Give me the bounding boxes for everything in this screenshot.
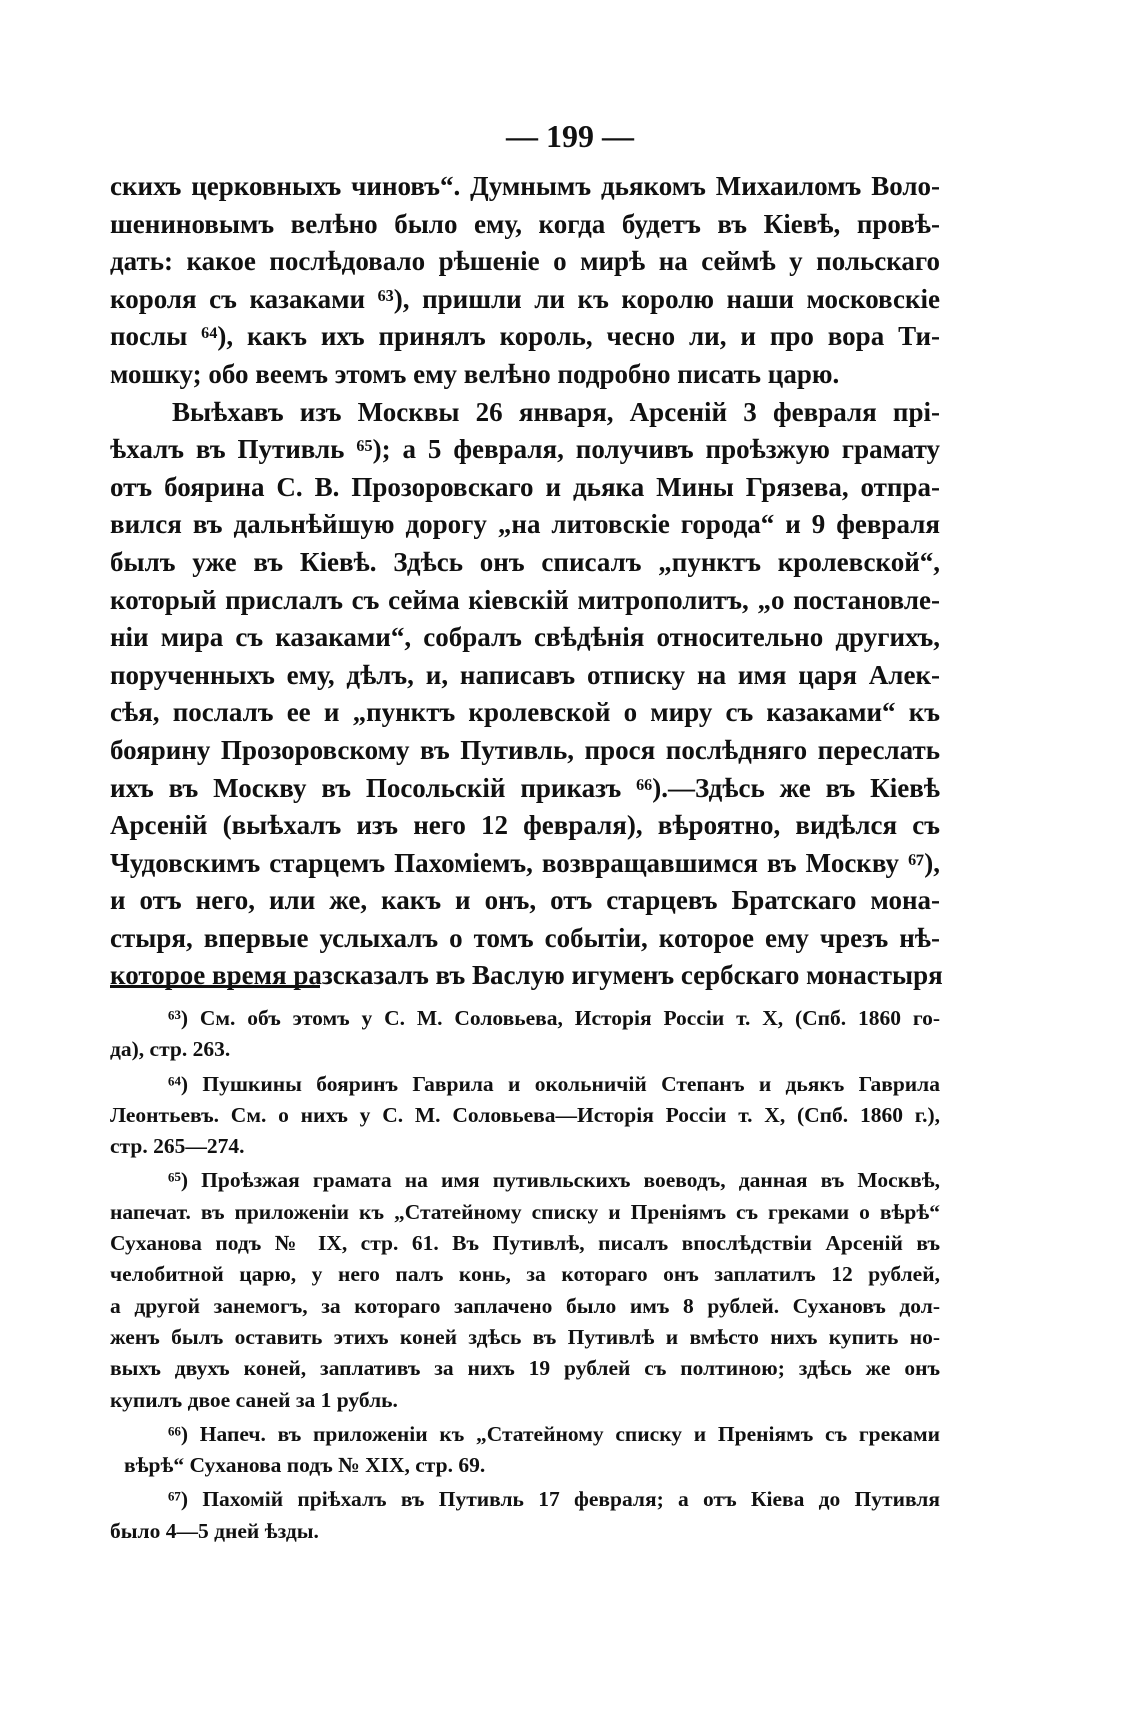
text-line: шениновымъ велѣно было ему, когда будетъ въ Кіевѣ, провѣ- [110, 208, 940, 239]
footnote-line: да), стр. 263. [110, 1037, 231, 1062]
footnote-line: Леонтьевъ. См. о нихъ у С. М. Соловьева—Исторія Россіи т. X, (Спб. 1860 г.), [110, 1102, 940, 1127]
text-line: ихъ въ Москву въ Посольскій приказъ ⁶⁶).—Здѣсь же въ Кіевѣ [110, 772, 940, 803]
footnote-divider [110, 985, 320, 988]
text-line: вился въ дальнѣйшую дорогу „на литовскіе города“ и 9 февраля [110, 509, 940, 540]
text-line: которое время разсказалъ въ Васлую игуменъ сербскаго монастыря [110, 960, 943, 991]
footnote-65: ⁶⁵) Проѣзжая грамата на имя путивльскихъ воеводъ, данная въ Москвѣ, [168, 1168, 940, 1193]
text-line: порученныхъ ему, дѣлъ, и, написавъ отписку на имя царя Алек- [110, 659, 940, 690]
text-line: отъ боярина С. В. Прозоровскаго и дьяка Мины Грязева, отпра- [110, 471, 940, 502]
footnote-line: Суханова подъ № IX, стр. 61. Въ Путивлѣ, писалъ впослѣдствіи Арсеній въ [110, 1231, 940, 1256]
text-line: сѣя, послалъ ее и „пунктъ кролевской о миру съ казаками“ къ [110, 697, 940, 728]
footnote-line: напечат. въ приложеніи къ „Статейному списку и Преніямъ съ греками о вѣрѣ“ [110, 1199, 940, 1224]
text-line: короля съ казаками ⁶³), пришли ли къ королю наши московскіе [110, 283, 940, 314]
page-number: — 199 — [506, 118, 634, 154]
text-line: боярину Прозоровскому въ Путивль, прося послѣдняго переслать [110, 734, 940, 765]
text-line: дать: какое послѣдовало рѣшеніе о мирѣ на сеймѣ у польскаго [110, 246, 940, 277]
footnote-64: ⁶⁴) Пушкины бояринъ Гаврила и окольничій Степанъ и дьякъ Гаврила [168, 1071, 940, 1096]
main-text [110, 168, 943, 995]
footnote-line: было 4—5 дней ѣзды. [110, 1518, 319, 1543]
text-line: ѣхалъ въ Путивль ⁶⁵); а 5 февраля, получивъ проѣзжую грамату [110, 434, 940, 465]
text-line: ніи мира съ казаками“, собралъ свѣдѣнія относительно другихъ, [110, 622, 940, 653]
text-line: мошку; обо веемъ этомъ ему велѣно подробно писать царю. [110, 358, 840, 389]
text-line: Арсеній (выѣхалъ изъ него 12 февраля), вѣроятно, видѣлся съ [110, 810, 940, 841]
footnote-line: купилъ двое саней за 1 рубль. [110, 1387, 398, 1412]
text-line: который прислалъ съ сейма кіевскій митрополитъ, „о постановле- [110, 584, 940, 615]
footnote-66: ⁶⁶) Напеч. въ приложеніи къ „Статейному списку и Преніямъ съ греками [168, 1421, 940, 1446]
text-line: скихъ церковныхъ чиновъ“. Думнымъ дьякомъ Михаиломъ Воло- [110, 171, 940, 201]
footnote-line: челобитной царю, у него палъ конь, за котораго онъ заплатилъ 12 рублей, [110, 1262, 940, 1287]
footnotes [110, 1003, 940, 1547]
footnote-63: ⁶³) См. объ этомъ у С. М. Соловьева, Исторія Россіи т. X, (Спб. 1860 го- [168, 1006, 940, 1030]
text-line: послы ⁶⁴), какъ ихъ принялъ король, чесно ли, и про вора Ти- [110, 321, 940, 352]
footnote-line: выхъ двухъ коней, заплативъ за нихъ 19 рублей съ полтиною; здѣсь же онъ [110, 1356, 940, 1381]
footnote-line: а другой занемогъ, за котораго заплачено было имъ 8 рублей. Сухановъ дол- [110, 1293, 940, 1318]
text-line: стыря, впервые услыхалъ о томъ событіи, которое ему чрезъ нѣ- [110, 922, 940, 953]
text-line: и отъ него, или же, какъ и онъ, отъ старцевъ Братскаго мона- [110, 885, 940, 916]
text-line: Чудовскимъ старцемъ Пахоміемъ, возвращавшимся въ Москву ⁶⁷), [110, 847, 940, 878]
footnote-line: женъ былъ оставить этихъ коней здѣсь въ Путивлѣ и вмѣсто нихъ купить но- [110, 1324, 940, 1349]
footnote-line: вѣрѣ“ Суханова подъ № XIX, стр. 69. [124, 1453, 486, 1478]
footnote-line: стр. 265—274. [110, 1134, 245, 1159]
footnote-67: ⁶⁷) Пахомій пріѣхалъ въ Путивль 17 февраля; а отъ Кіева до Путивля [168, 1487, 940, 1512]
text-line: былъ уже въ Кіевѣ. Здѣсь онъ списалъ „пунктъ кролевской“, [110, 546, 940, 577]
text-line: Выѣхавъ изъ Москвы 26 января, Арсеній 3 февраля прі- [172, 396, 940, 427]
